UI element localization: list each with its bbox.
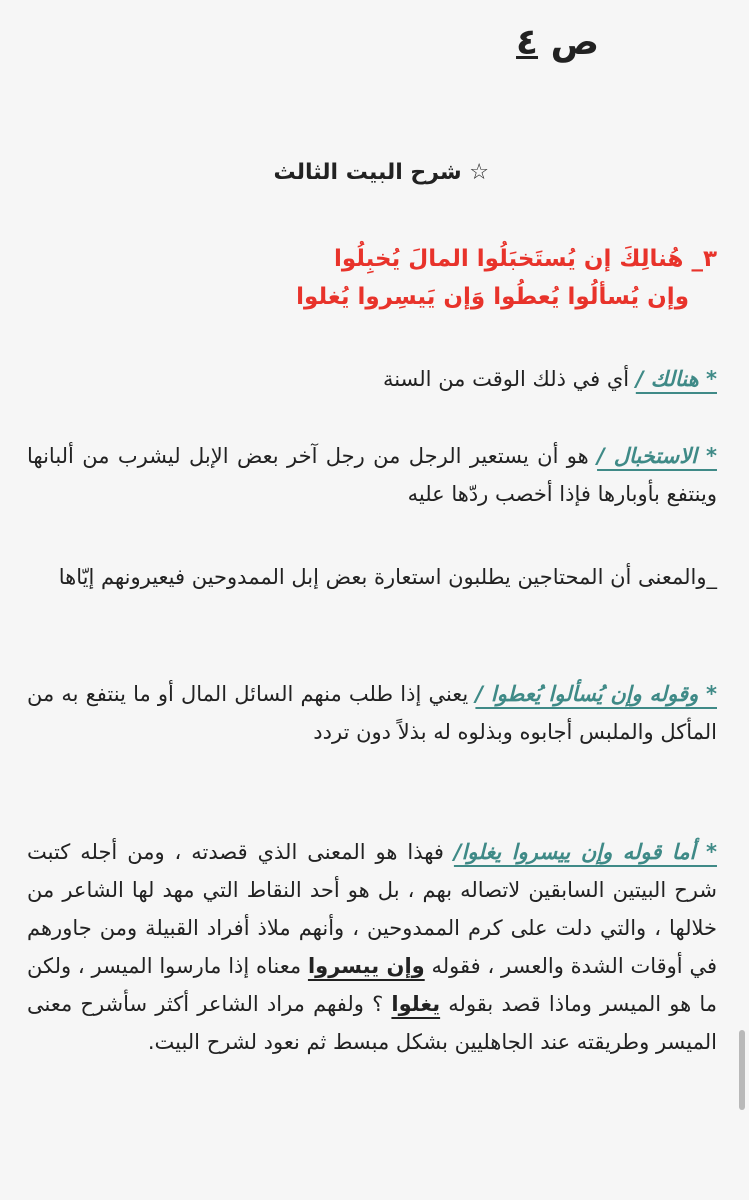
paragraph-text-3: ؟ ولفهم مراد الشاعر أكثر سأشرح معنى الميسر وطريقته عند الجاهليين بشكل مبسط ثم نعود لشرح البيت. xyxy=(27,992,717,1054)
scrollbar-thumb[interactable] xyxy=(739,1030,745,1110)
definition-hunalika xyxy=(27,360,717,398)
definition-text: هو أن يستعير الرجل من رجل آخر بعض الإبل ليشرب من ألبانها وينتفع بأوبارها فإذا أخصب ردّها عليه xyxy=(27,444,717,506)
definition-istikhbal xyxy=(27,437,717,513)
emphasis-yughlu: يغلوا xyxy=(391,992,441,1016)
verse-line-1: ٣_ هُنالِكَ إن يُستَخبَلُوا المالَ يُخبِلُوا xyxy=(333,246,717,272)
definition-yaysiru xyxy=(27,833,717,1061)
meaning-paragraph xyxy=(27,558,717,596)
definition-yusalu xyxy=(27,675,717,751)
term-yusalu: * وقوله وإن يُسألوا يُعطوا / xyxy=(475,682,717,706)
emphasis-wa-in-yaysiru: وإن ييسروا xyxy=(307,954,425,978)
page-number: ٤ xyxy=(516,22,539,63)
definition-text: يعني إذا طلب منهم السائل المال أو ما ينتفع به من المأكل والملبس أجابوه وبذلوه له بذلاً دون تردد xyxy=(27,682,717,744)
meaning-text: _والمعنى أن المحتاجين يطلبون استعارة بعض إبل الممدوحين فيعيرونهم إيّاها xyxy=(58,565,717,589)
verse-block xyxy=(197,240,717,316)
paragraph-text-2: معناه إذا مارسوا الميسر ، ولكن ما هو الميسر وماذا قصد بقوله xyxy=(27,954,717,1016)
term-hunalika: * هنالك / xyxy=(635,367,717,391)
section-title: ☆ شرح البيت الثالث xyxy=(273,160,489,185)
definition-text: أي في ذلك الوقت من السنة xyxy=(382,367,636,391)
page-number-header xyxy=(516,22,599,63)
verse-line-2: وإن يُسألُوا يُعطُوا وَإن يَيسِروا يُغلوا xyxy=(296,284,689,310)
term-istikhbal: * الاستخبال / xyxy=(597,444,717,468)
paragraph-text-1: فهذا هو المعنى الذي قصدته ، ومن أجله كتبت شرح البيتين السابقين لاتصاله بهم ، بل هو أحد النقاط التي مهد لها الشاعر من خلالها ، والتي دلت على كرم الممدوحين ، وأنهم ملاذ أفراد القبيلة ومن جاورهم في أوقات الشدة والعسر ، فقوله xyxy=(27,840,717,978)
page-prefix: ص xyxy=(550,22,599,63)
term-yaysiru: * أما قوله وإن ييسروا يغلوا/ xyxy=(453,840,717,864)
